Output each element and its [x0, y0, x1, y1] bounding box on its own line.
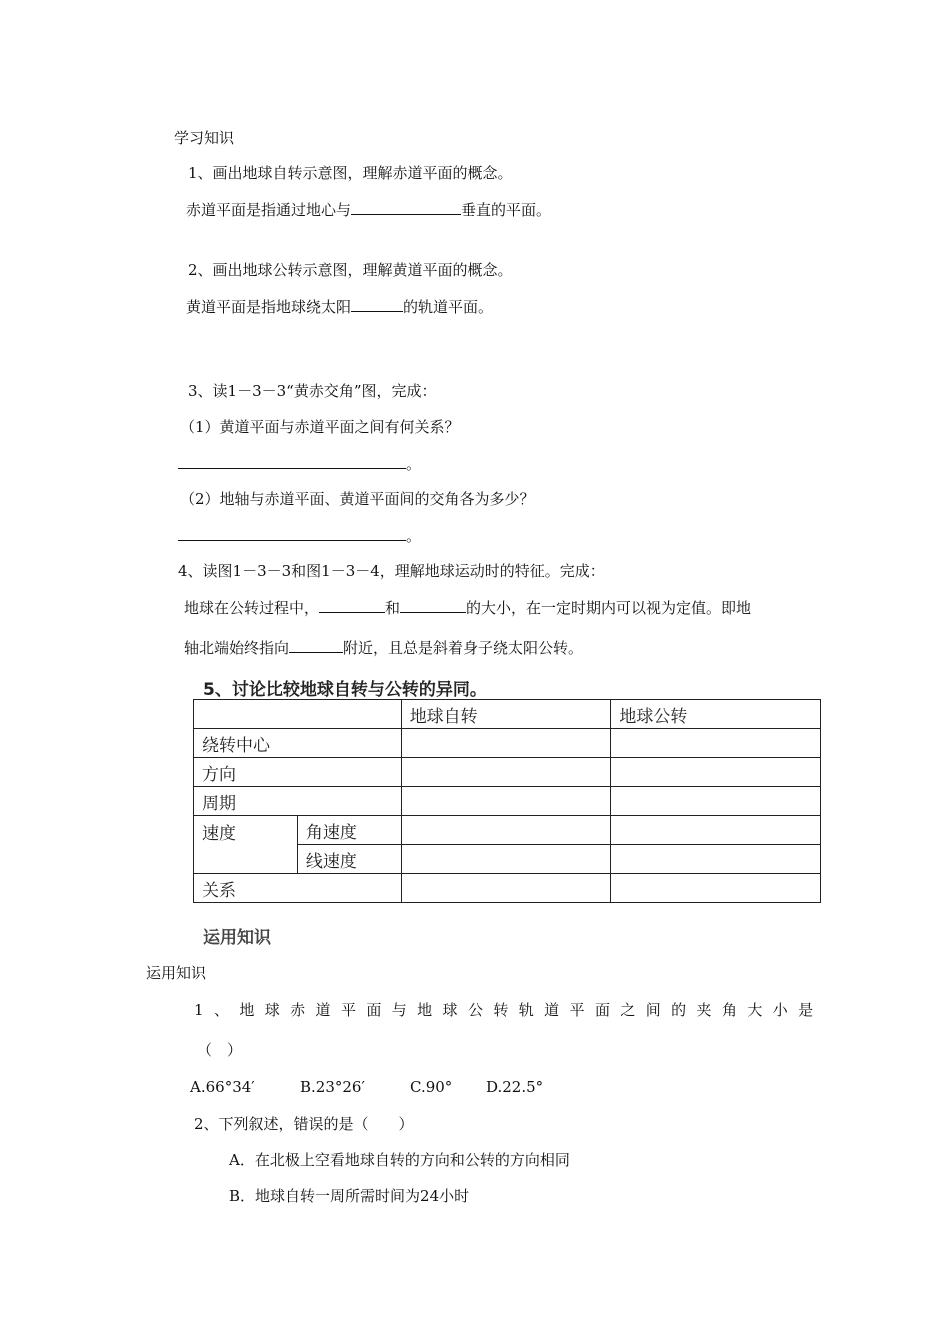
answer-blank[interactable]	[178, 525, 406, 541]
answer-blank[interactable]	[319, 597, 385, 613]
answer-blank[interactable]	[351, 199, 461, 215]
table-header-row	[194, 700, 821, 729]
q4-text: 和	[385, 599, 401, 617]
table-cell[interactable]	[611, 874, 821, 903]
table-cell[interactable]	[401, 758, 611, 787]
table-cell[interactable]	[611, 787, 821, 816]
table-row	[194, 729, 821, 758]
row-label-relation: 关系	[194, 874, 402, 903]
question-4-line-1	[184, 597, 751, 618]
column-header-rotation: 地球自转	[401, 700, 611, 729]
table-cell[interactable]	[401, 845, 611, 874]
q4-text: 轴北端始终指向	[184, 639, 290, 657]
apply-question-1-options	[190, 1077, 543, 1097]
apply-question-1: 1、地球赤道平面与地球公转轨道平面之间的夹角大小是	[194, 1001, 824, 1019]
apply-question-2: 2、下列叙述，错误的是（ ）	[194, 1115, 414, 1133]
question-3-answer-1	[178, 453, 421, 474]
apply-question-2-option-b[interactable]: B．地球自转一周所需时间为24小时	[229, 1187, 470, 1205]
table-cell[interactable]	[611, 729, 821, 758]
question-2: 2、画出地球公转示意图，理解黄道平面的概念。	[188, 261, 513, 279]
q4-text: 地球在公转过程中，	[184, 599, 320, 617]
row-label-angular: 角速度	[297, 816, 401, 845]
table-cell[interactable]	[611, 758, 821, 787]
apply-question-2-option-a[interactable]: A．在北极上空看地球自转的方向和公转的方向相同	[229, 1151, 570, 1169]
row-label-linear: 线速度	[297, 845, 401, 874]
table-cell[interactable]	[401, 816, 611, 845]
question-1-definition	[186, 199, 551, 220]
column-header-revolution: 地球公转	[611, 700, 821, 729]
table-row	[194, 816, 821, 845]
definition-text: 赤道平面是指通过地心与	[186, 201, 352, 219]
question-3-sub-1: （1）黄道平面与赤道平面之间有何关系？	[180, 418, 460, 436]
definition-text: 黄道平面是指地球绕太阳	[186, 298, 352, 316]
table-row	[194, 758, 821, 787]
table-cell[interactable]	[401, 874, 611, 903]
cropped-heading	[203, 928, 333, 948]
option-a[interactable]: A.66°34′	[190, 1078, 255, 1096]
comparison-table	[193, 699, 821, 903]
question-3-answer-2	[178, 525, 421, 546]
answer-blank[interactable]	[351, 296, 403, 312]
q4-text: 附近，且总是斜着身子绕太阳公转。	[343, 639, 584, 657]
table-title: 5、讨论比较地球自转与公转的异同。	[203, 680, 487, 700]
question-2-definition	[186, 296, 493, 317]
table-row	[194, 874, 821, 903]
answer-end: 。	[406, 455, 422, 473]
option-c[interactable]: C.90°	[410, 1078, 453, 1096]
section-heading-apply: 运用知识	[146, 964, 207, 982]
answer-end: 。	[406, 527, 422, 545]
question-3: 3、读1－3－3“黄赤交角”图，完成：	[188, 382, 437, 400]
answer-blank[interactable]	[289, 637, 343, 653]
option-b[interactable]: B.23°26′	[300, 1078, 365, 1096]
answer-blank[interactable]	[400, 597, 466, 613]
row-label-speed: 速度	[194, 816, 298, 874]
table-cell[interactable]	[611, 845, 821, 874]
option-d[interactable]: D.22.5°	[486, 1078, 544, 1096]
question-4: 4、读图1－3－3和图1－3－4，理解地球运动时的特征。完成：	[178, 562, 605, 580]
row-label-period: 周期	[194, 787, 402, 816]
question-4-line-2	[184, 637, 583, 658]
row-label-direction: 方向	[194, 758, 402, 787]
cropped-heading-text: 运用知识	[203, 928, 271, 948]
definition-text: 的轨道平面。	[403, 298, 494, 316]
apply-question-1-paren: （ ）	[197, 1041, 243, 1059]
definition-text: 垂直的平面。	[461, 201, 552, 219]
table-cell[interactable]	[401, 787, 611, 816]
table-cell[interactable]	[611, 816, 821, 845]
row-label-center: 绕转中心	[194, 729, 402, 758]
table-row	[194, 787, 821, 816]
q4-text: 的大小，在一定时期内可以视为定值。即地	[466, 599, 752, 617]
section-heading-learn: 学习知识	[174, 129, 235, 147]
table-header-empty	[194, 700, 402, 729]
table-cell[interactable]	[401, 729, 611, 758]
question-1: 1、画出地球自转示意图，理解赤道平面的概念。	[188, 164, 513, 182]
answer-blank[interactable]	[178, 453, 406, 469]
question-3-sub-2: （2）地轴与赤道平面、黄道平面间的交角各为多少？	[180, 490, 535, 508]
